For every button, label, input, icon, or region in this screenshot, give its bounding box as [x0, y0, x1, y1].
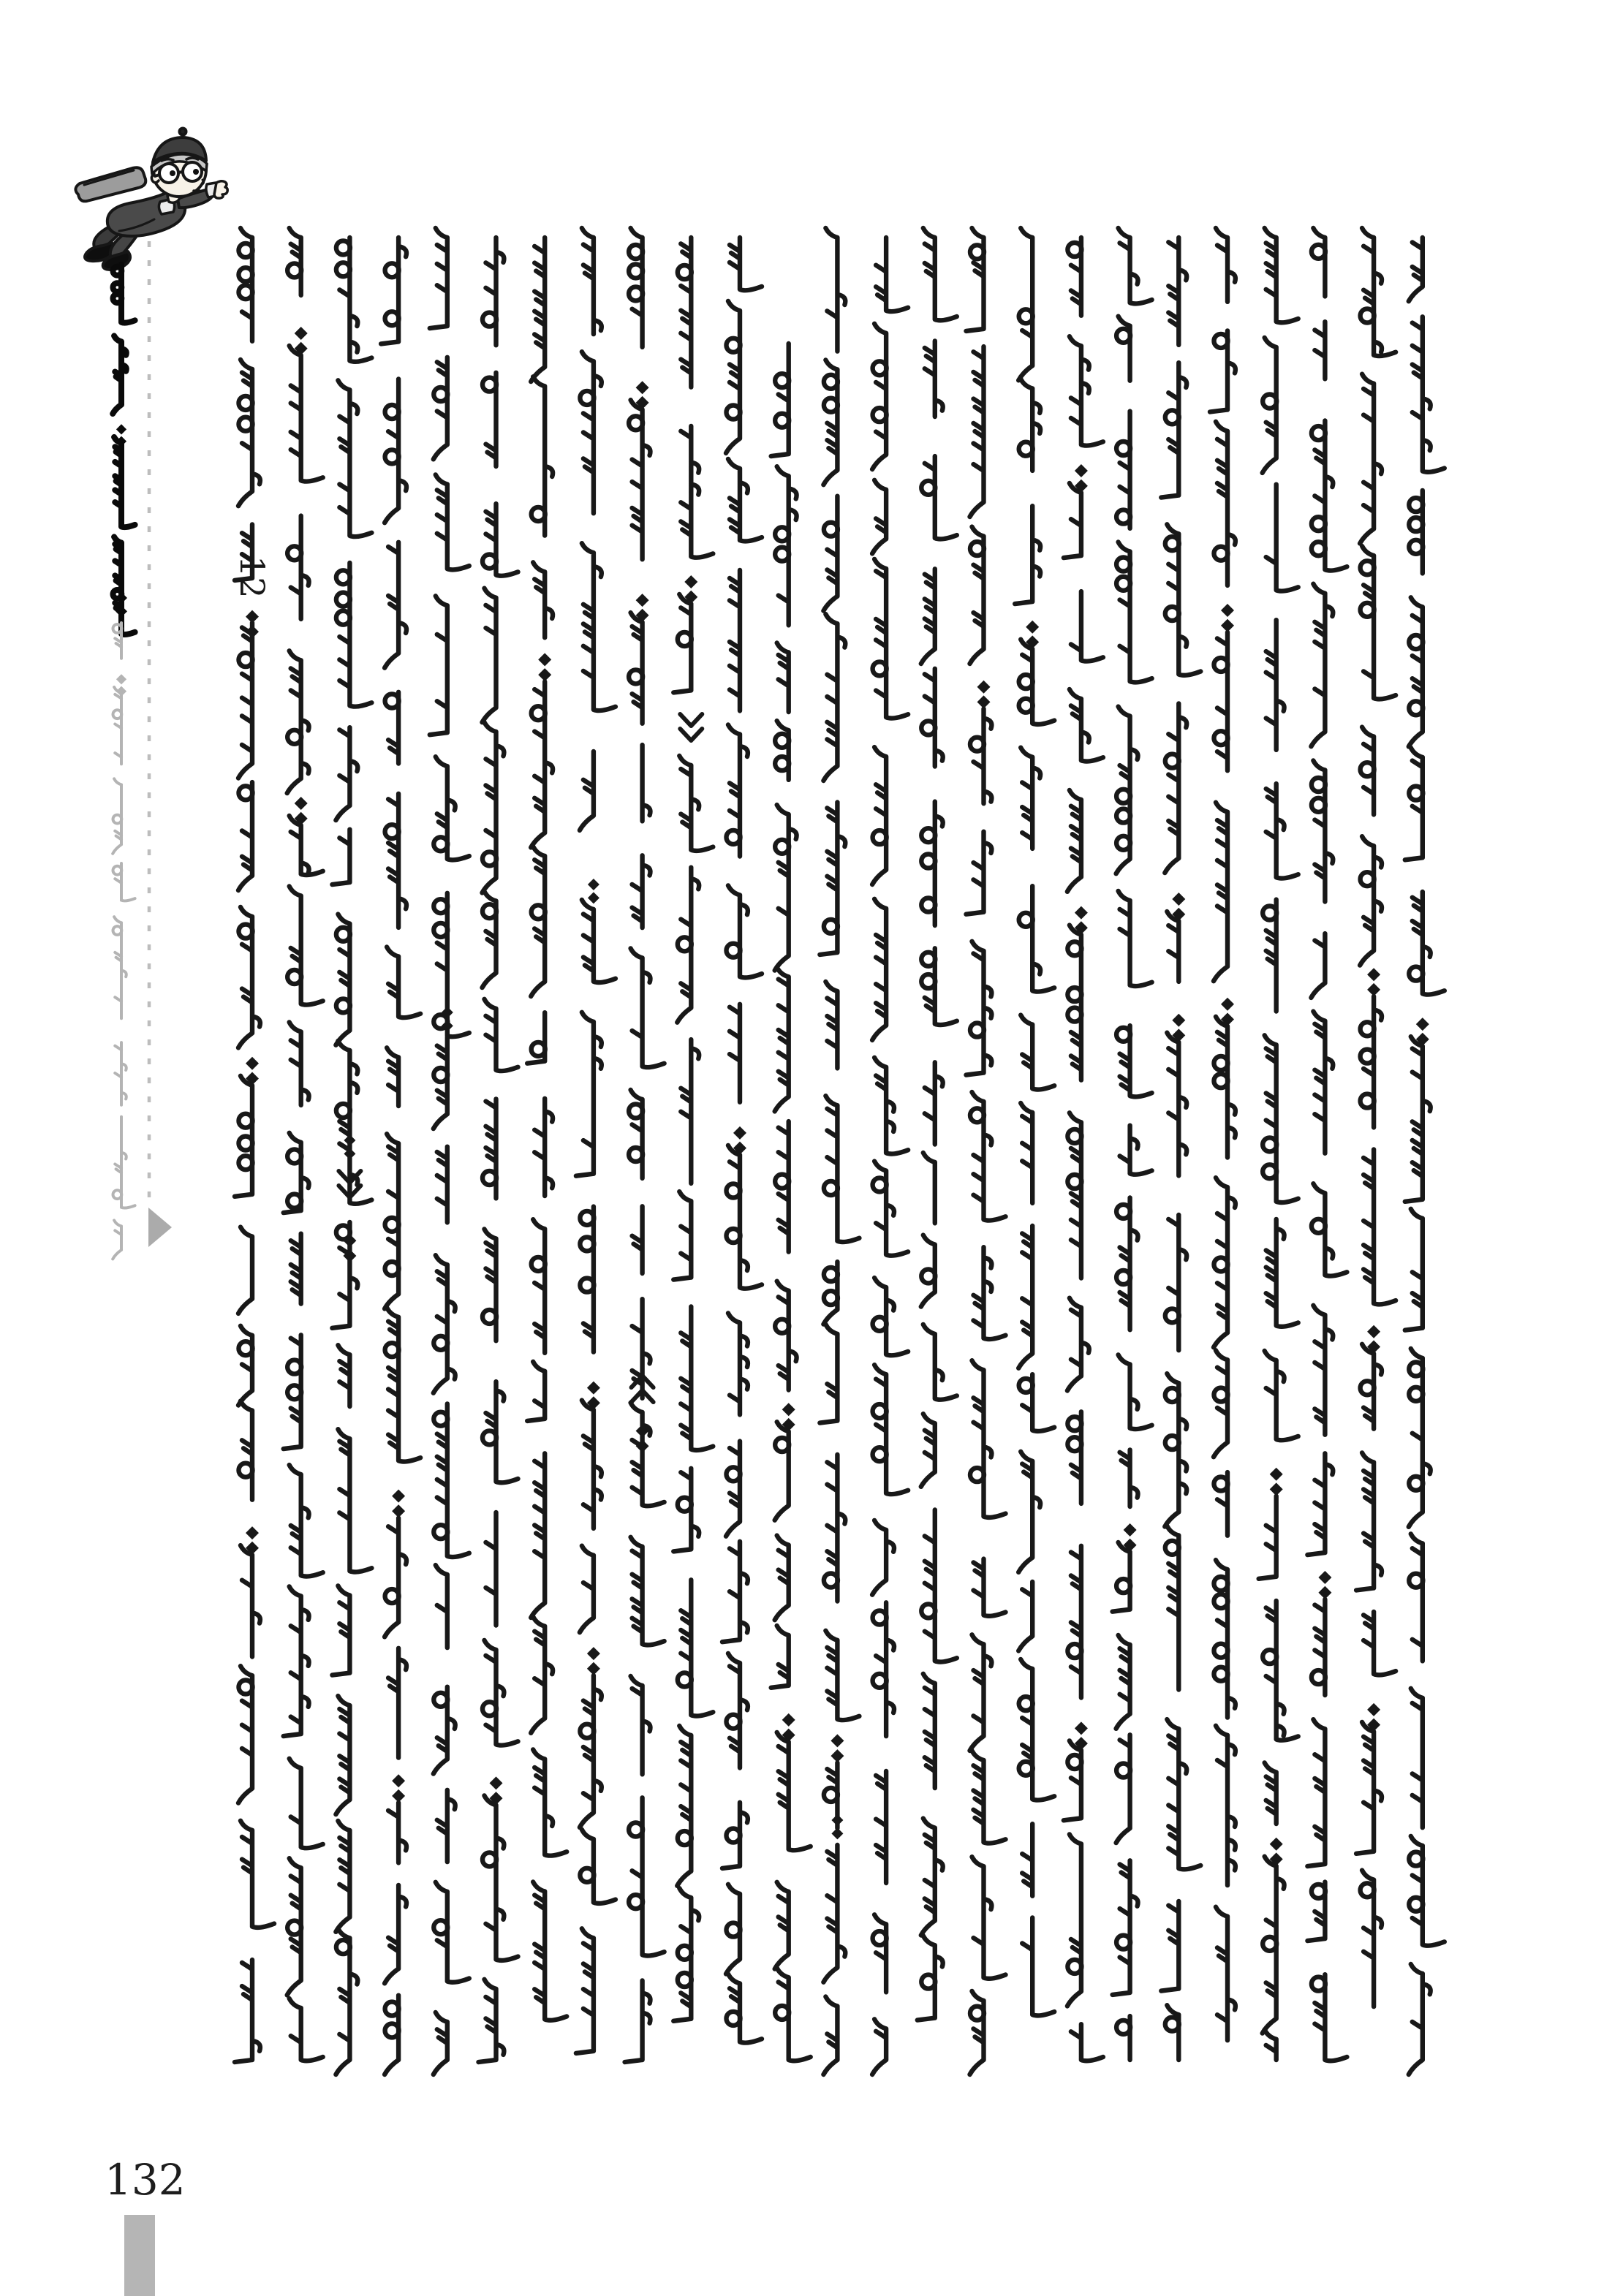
punctuation-dots — [684, 575, 697, 588]
cap-button — [180, 129, 186, 135]
punctuation-dots — [1270, 1838, 1283, 1851]
punctuation-dots — [246, 1526, 259, 1539]
page-number: 132 — [105, 2155, 186, 2205]
text-column-5 — [430, 228, 469, 2075]
punctuation-dots — [116, 424, 126, 434]
text-column-14 — [872, 238, 908, 2075]
punctuation-dots — [831, 1734, 844, 1747]
text-column-12 — [771, 344, 811, 2061]
punctuation-dots — [392, 1774, 405, 1787]
text-column-13 — [820, 228, 859, 2075]
text-column-11 — [722, 238, 762, 2043]
punctuation-dots — [116, 674, 126, 684]
punctuation-dots — [1367, 1325, 1380, 1338]
text-column-6 — [479, 238, 518, 2062]
punctuation-colon — [344, 1134, 355, 1146]
text-column-2 — [284, 228, 323, 2061]
punctuation-colon — [831, 1827, 843, 1839]
text-column-8 — [576, 228, 616, 2053]
punctuation-dots — [295, 797, 308, 810]
text-column-24 — [1356, 228, 1396, 2007]
text-column-9 — [625, 228, 665, 2062]
punctuation-dots — [1367, 968, 1380, 981]
punctuation-dots — [1221, 998, 1234, 1011]
glasses-left-lens — [159, 164, 178, 183]
text-column-10 — [673, 238, 713, 2021]
punctuation-dots — [1367, 1703, 1380, 1716]
text-column-20 — [1161, 238, 1200, 2060]
punctuation-dots — [1172, 893, 1185, 906]
punctuation-dots — [733, 1126, 746, 1140]
text-column-3 — [332, 238, 371, 2075]
text-column-25 — [1405, 238, 1445, 2075]
punctuation-dots — [1416, 1018, 1429, 1031]
text-column-15 — [918, 228, 957, 2020]
body-text-columns — [232, 228, 1445, 2075]
punctuation-dots — [587, 1647, 600, 1660]
punctuation-dots — [636, 381, 649, 394]
punctuation-dots — [1124, 1523, 1137, 1537]
punctuation-dots — [1318, 1571, 1331, 1584]
arrow-icon — [148, 1208, 172, 1247]
right-pupil — [193, 169, 199, 175]
left-pupil — [170, 170, 175, 176]
punctuation-dots — [1172, 1014, 1185, 1027]
punctuation-dots — [1270, 1468, 1283, 1481]
punctuation-colon — [831, 1814, 843, 1826]
punctuation-dots — [490, 1776, 503, 1789]
punctuation-colon — [588, 879, 599, 890]
punctuation-dots — [1026, 621, 1039, 634]
punctuation-dots — [636, 594, 649, 607]
quote-open-mark — [680, 714, 702, 740]
mascot-right-hand — [214, 181, 227, 198]
punctuation-dots — [392, 1490, 405, 1503]
text-column-19 — [1113, 228, 1152, 2060]
punctuation-dots — [538, 653, 551, 666]
punctuation-dots — [782, 1403, 795, 1416]
mascot-flying-boy — [75, 129, 227, 270]
text-column-22 — [1259, 228, 1298, 2060]
punctuation-dots — [1075, 906, 1088, 920]
sidebar-caption-text — [113, 265, 135, 1259]
glasses-right-lens — [183, 162, 202, 181]
punctuation-dots — [246, 1057, 259, 1070]
text-column-21 — [1210, 228, 1236, 2040]
text-column-17 — [1015, 228, 1054, 2015]
mascot-nose — [203, 180, 204, 184]
punctuation-dots — [782, 1713, 795, 1727]
punctuation-dots — [1075, 464, 1088, 477]
text-column-18 — [1064, 238, 1103, 2061]
punctuation-dots — [977, 681, 991, 694]
text-column-16 — [966, 228, 1006, 2075]
punctuation-dots — [1221, 604, 1234, 617]
page-edge-bar — [124, 2215, 155, 2296]
text-column-1 — [232, 228, 274, 2062]
sidebar-caption — [113, 265, 135, 1259]
punctuation-dots — [587, 1382, 600, 1395]
punctuation-dots — [1075, 1721, 1088, 1735]
text-column-7 — [527, 238, 567, 2020]
punctuation-dots — [295, 327, 308, 340]
text-column-4 — [381, 238, 420, 2075]
text-column-23 — [1307, 228, 1347, 2061]
punctuation-colon — [588, 892, 599, 903]
inline-number: 12 — [232, 556, 272, 599]
